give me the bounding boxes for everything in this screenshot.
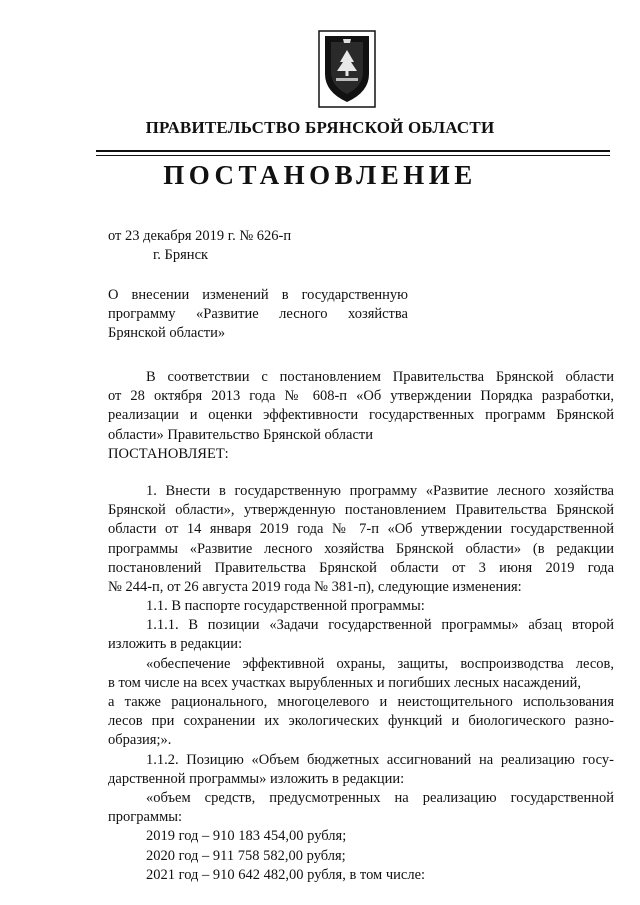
body-line: области» Правительство Брянской области (108, 426, 373, 443)
body-line: области от 14 января 2019 года № 7-п «Об утверждении государственной (108, 521, 614, 538)
body-line: В соответствии с постановлением Правительства Брянской области (146, 369, 614, 385)
subject-line: программу «Развитие лесного хозяйства (108, 306, 408, 322)
body-line: № 244-п, от 26 августа 2019 года № 381-п), следующие изменения: (108, 578, 522, 595)
subject-line: Брянской области» (108, 325, 226, 341)
organization-name: ПРАВИТЕЛЬСТВО БРЯНСКОЙ ОБЛАСТИ (145, 118, 495, 137)
city-line: г. Брянск (153, 247, 209, 263)
body-line: 2019 год – 910 183 454,00 рубля; (146, 828, 347, 845)
header-rule-thin (96, 155, 610, 156)
paragraph-gap (108, 464, 614, 482)
coat-of-arms-emblem (318, 30, 376, 108)
document-body (108, 368, 614, 885)
date-number-line: от 23 декабря 2019 г. № 626-п (108, 228, 292, 244)
body-line: реализации и оценки эффективности государственных программ Брянской (108, 407, 614, 424)
body-line: 2020 год – 911 758 582,00 рубля; (146, 847, 346, 864)
body-line: от 28 октября 2013 года № 608-п «Об утверждении Порядка разработки, (108, 388, 614, 405)
body-line: программы «Развитие лесного хозяйства Брянской области» (в редакции (108, 540, 614, 557)
body-line: образия;». (108, 732, 172, 749)
document-title: ПОСТАНОВЛЕНИЕ (163, 160, 477, 190)
body-line: 1.1. В паспорте государственной программы: (146, 598, 425, 615)
body-line: дарственной программы» изложить в редакции: (108, 770, 405, 787)
header-rule-thick (96, 150, 610, 152)
body-line: 1.1.1. В позиции «Задачи государственной программы» абзац второй (146, 617, 614, 634)
body-line: Брянской области», утвержденную постановлением Правительства Брянской (108, 502, 614, 519)
body-line: 1.1.2. Позицию «Объем бюджетных ассигнований на реализацию госу- (146, 751, 614, 768)
body-line: «обеспечение эффективной охраны, защиты, воспроизводства лесов, (146, 655, 614, 672)
body-line: а также рационального, многоцелевого и неистощительного использования (108, 694, 614, 710)
subject-block (108, 286, 408, 343)
body-line: «объем средств, предусмотренных на реализацию государственной (146, 789, 614, 806)
body-line: 1. Внести в государственную программу «Развитие лесного хозяйства (146, 482, 614, 499)
body-line: изложить в редакции: (108, 636, 243, 653)
body-line: постановлений Правительства Брянской области от 3 июня 2019 года (108, 559, 614, 576)
body-line: в том числе на всех участках вырубленных и погибших лесных насаждений, (108, 674, 582, 691)
body-line: 2021 год – 910 642 482,00 рубля, в том числе: (146, 866, 426, 883)
body-line: лесов при сохранении их экологических функций и биологического разно- (108, 713, 614, 730)
body-line: ПОСТАНОВЛЯЕТ: (108, 445, 229, 462)
subject-line: О внесении изменений в государственную (108, 287, 408, 303)
body-line: программы: (108, 809, 183, 826)
